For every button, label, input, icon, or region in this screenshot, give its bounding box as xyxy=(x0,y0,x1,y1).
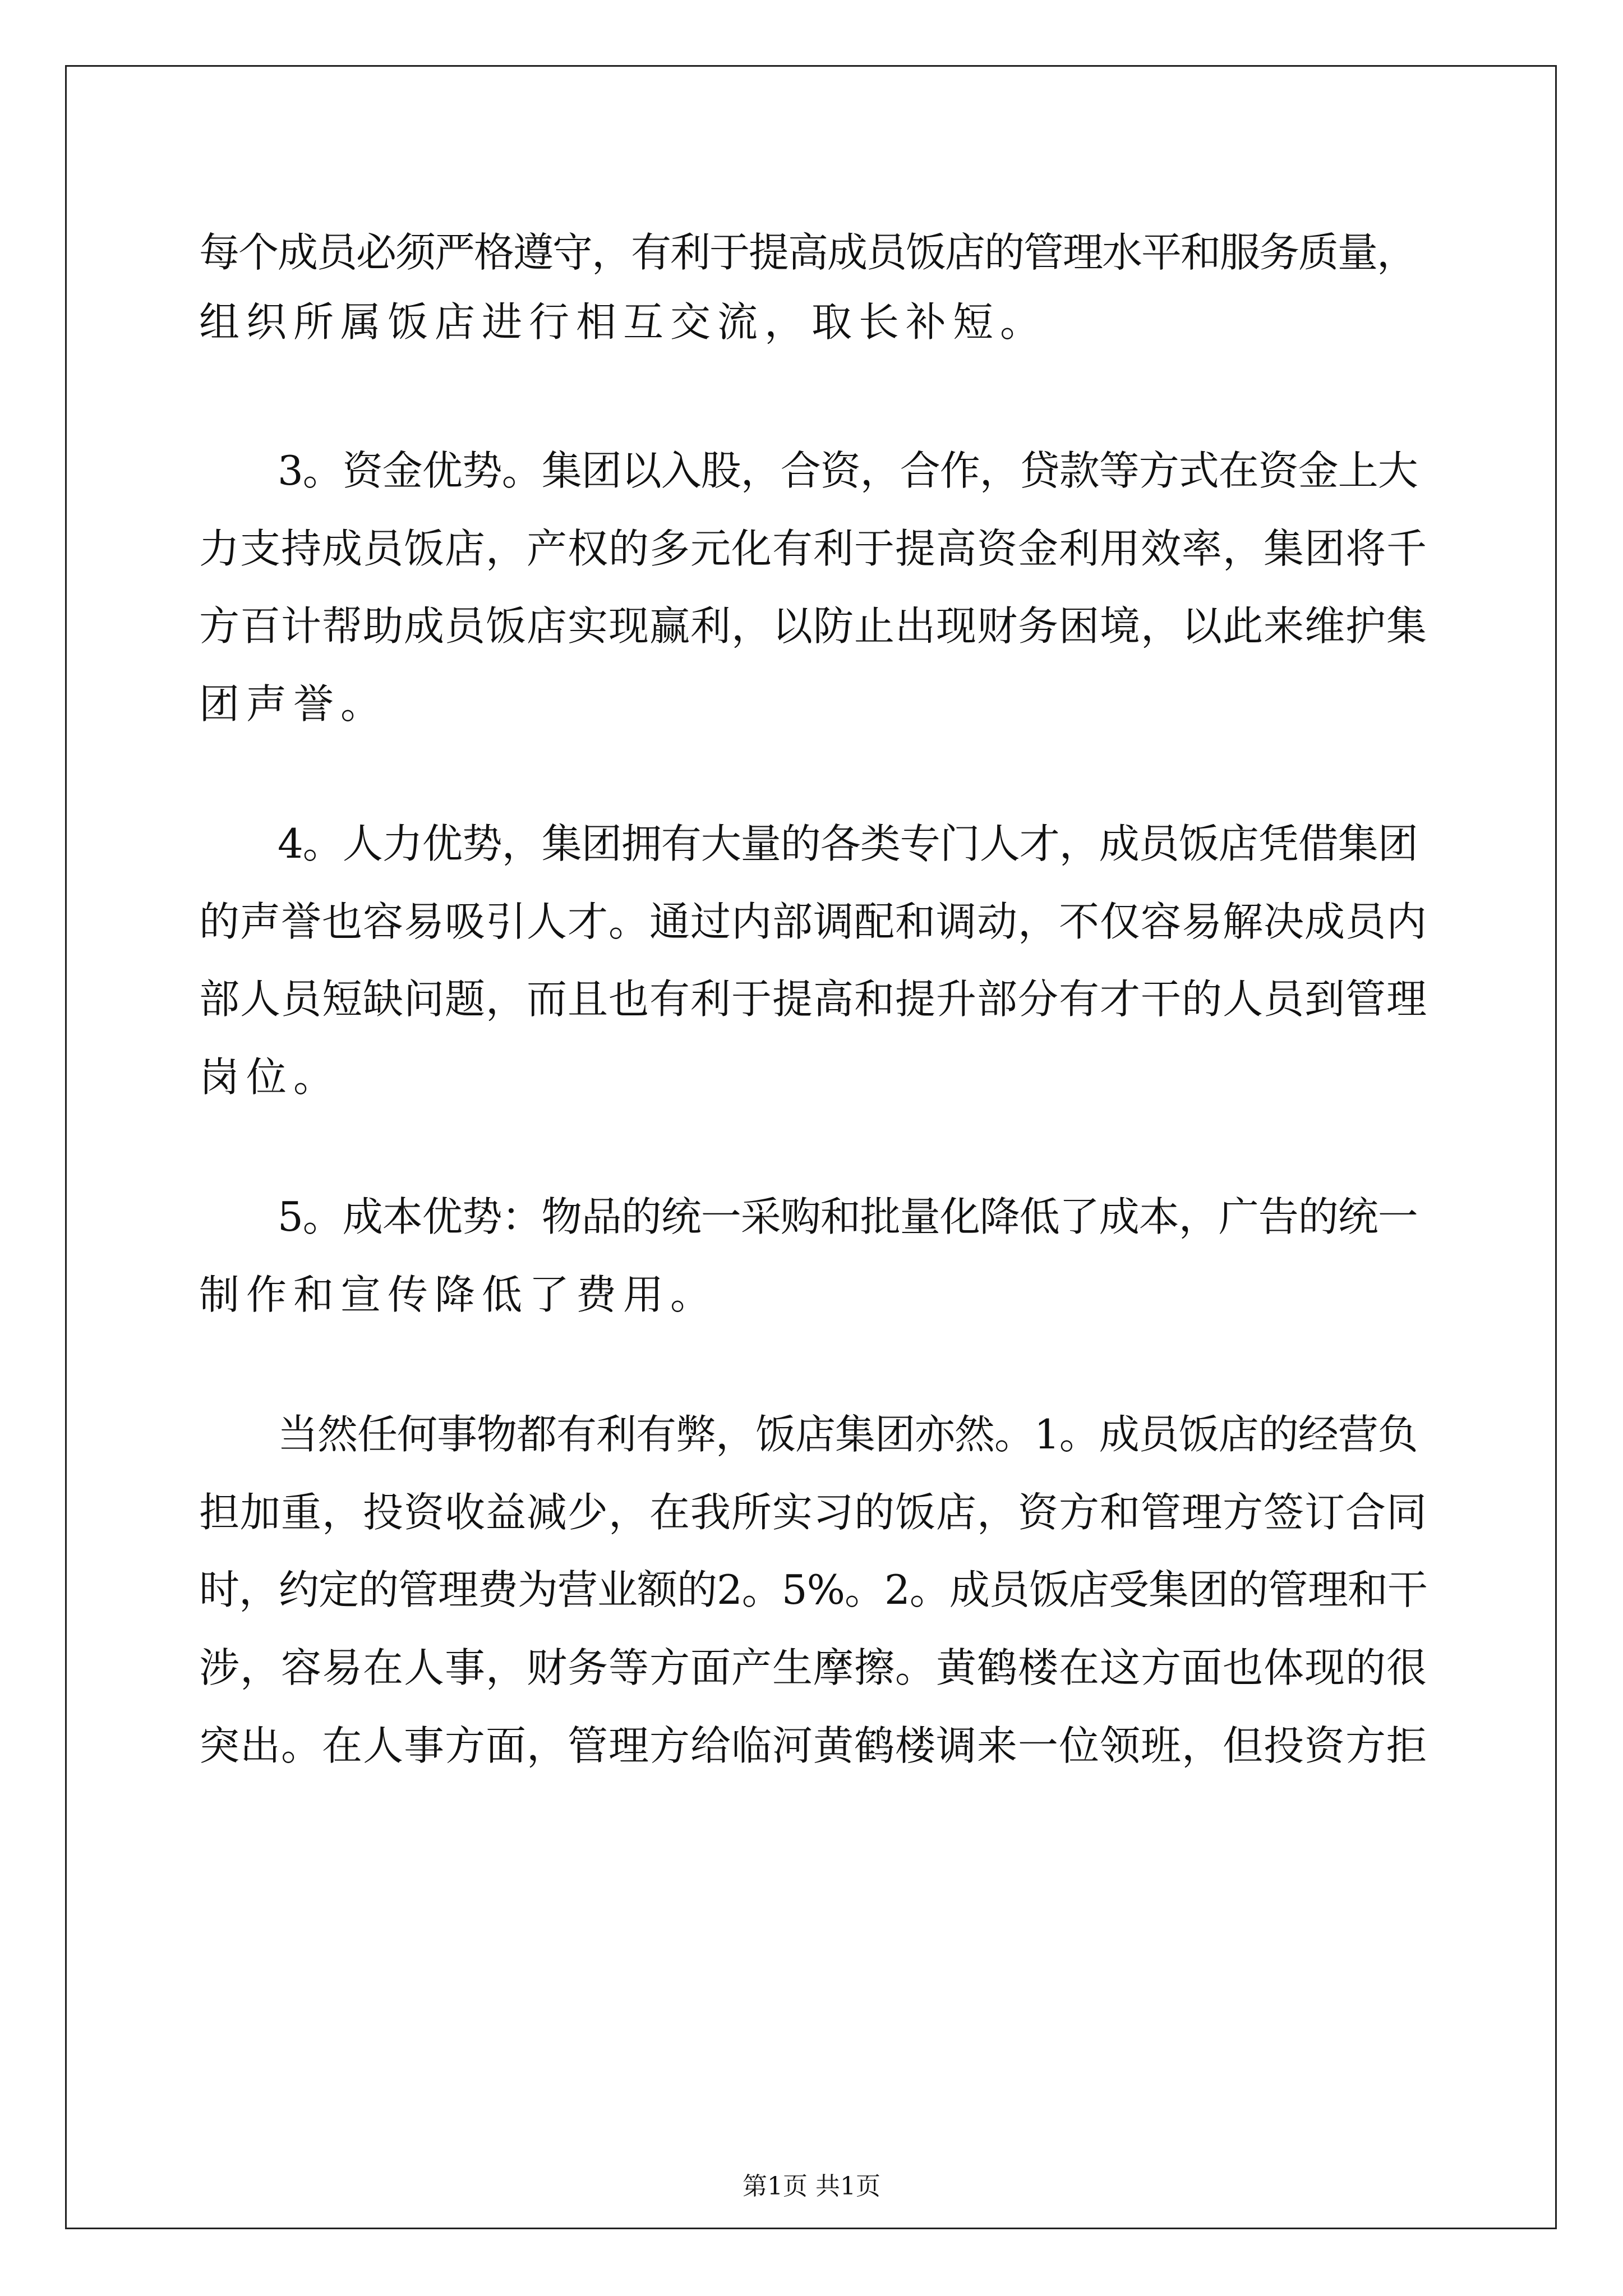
text-line: 5。成本优势：物品的统一采购和批量化降低了成本，广告的统一 xyxy=(278,1193,1418,1240)
text-line: 制作和宣传降低了费用。 xyxy=(199,1271,718,1318)
text-line: 每个成员必须严格遵守，有利于提高成员饭店的管理水平和服务质量， xyxy=(199,229,1417,276)
text-line: 4。人力优势，集团拥有大量的各类专门人才，成员饭店凭借集团 xyxy=(278,820,1418,867)
text-line: 部人员短缺问题，而且也有利于提高和提升部分有才干的人员到管理 xyxy=(199,976,1428,1023)
text-line: 的声誉也容易吸引人才。通过内部调配和调动，不仅容易解决成员内 xyxy=(199,898,1428,945)
text-line: 当然任何事物都有利有弊，饭店集团亦然。1。成员饭店的经营负 xyxy=(278,1411,1418,1458)
page-frame xyxy=(65,65,1557,2229)
page-footer: 第1页 共1页 xyxy=(743,2172,880,2201)
text-line: 团声誉。 xyxy=(199,680,388,728)
text-line: 突出。在人事方面，管理方给临河黄鹤楼调来一位领班，但投资方拒 xyxy=(199,1722,1428,1769)
text-line: 组织所属饭店进行相互交流，取长补短。 xyxy=(199,298,1048,346)
text-line: 担加重，投资收益减少，在我所实习的饭店，资方和管理方签订合同 xyxy=(199,1489,1428,1536)
text-line: 力支持成员饭店，产权的多元化有利于提高资金利用效率，集团将千 xyxy=(199,525,1428,572)
text-line: 岗位。 xyxy=(199,1053,341,1101)
text-line: 方百计帮助成员饭店实现赢利，以防止出现财务困境，以此来维护集 xyxy=(199,602,1428,650)
text-line: 时，约定的管理费为营业额的2。5%。2。成员饭店受集团的管理和干 xyxy=(199,1566,1427,1613)
text-line: 涉，容易在人事，财务等方面产生摩擦。黄鹤楼在这方面也体现的很 xyxy=(199,1644,1428,1691)
text-line: 3。资金优势。集团以入股，合资，合作，贷款等方式在资金上大 xyxy=(278,447,1418,494)
